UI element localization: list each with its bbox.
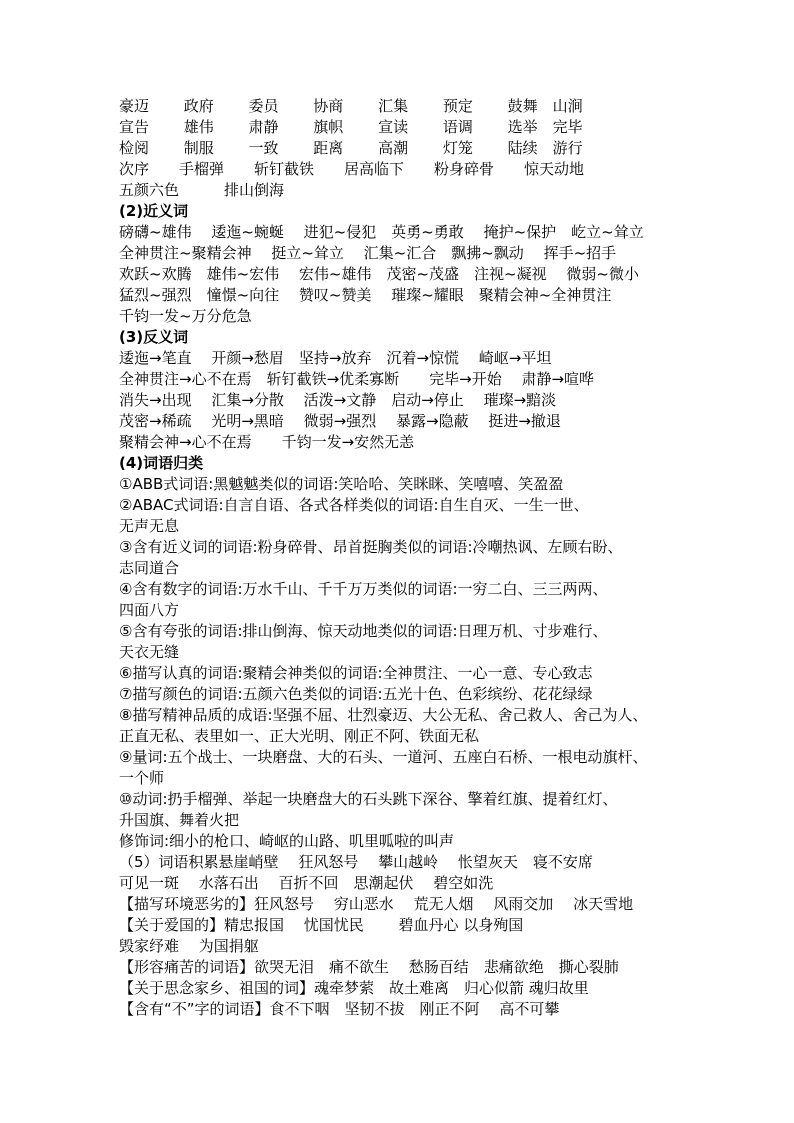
section-heading-synonyms: (2)近义词 (119, 202, 189, 220)
vocab-line: 次序 手榴弹 斩钉截铁 居高临下 粉身碎骨 惊天动地 (119, 160, 585, 178)
synonym-line: 全神贯注~聚精会神 挺立~耸立 汇集~汇合 飘拂~飘动 挥手~招手 (119, 244, 617, 262)
classification-line: 无声无息 (119, 517, 180, 535)
classification-line: ⑤含有夸张的词语:排山倒海、惊天动地类似的词语:日理万机、寸步难行、 (119, 622, 608, 640)
classification-line: 四面八方 (119, 601, 180, 619)
classification-line: ⑨量词:五个战士、一块磨盘、大的石头、一道河、五座白石桥、一根电动旗杆、 (119, 748, 648, 766)
antonym-line: 消失→出现 汇集→分散 活泼→文静 启动→停止 璀璨→黯淡 (119, 391, 557, 409)
accumulation-line: 【描写环境恶劣的】狂风怒号 穷山恶水 荒无人烟 风雨交加 冰天雪地 (119, 895, 634, 913)
classification-line: 一个师 (119, 769, 165, 787)
antonym-line: 聚精会神→心不在焉 千钧一发→安然无恙 (119, 433, 415, 451)
vocab-line: 五颜六色 排山倒海 (119, 181, 285, 199)
classification-line: ⑥描写认真的词语:聚精会神类似的词语:全神贯注、一心一意、专心致志 (119, 664, 593, 682)
vocab-line: 检阅 制服 一致 距离 高潮 灯笼 陆续 游行 (119, 139, 583, 157)
classification-line: ④含有数字的词语:万水千山、千千万万类似的词语:一穷二白、三三两两、 (119, 580, 608, 598)
accumulation-line: （5）词语积累悬崖峭壁 狂风怒号 攀山越岭 怅望灰天 寝不安席 (119, 853, 593, 871)
synonym-line: 千钧一发~万分危急 (119, 307, 252, 325)
classification-line: 天衣无缝 (119, 643, 180, 661)
synonym-line: 欢跃~欢腾 雄伟~宏伟 宏伟~雄伟 茂密~茂盛 注视~凝视 微弱~微小 (119, 265, 639, 283)
classification-line: 升国旗、舞着火把 (119, 811, 240, 829)
classification-line: ⑧描写精神品质的成语:坚强不屈、壮烈豪迈、大公无私、舍己救人、舍己为人、 (119, 706, 648, 724)
accumulation-line: 【含有“不”字的词语】食不下咽 坚韧不拔 刚正不阿 高不可攀 (119, 1000, 560, 1018)
vocab-line: 宣告 雄伟 肃静 旗帜 宣读 语调 选举 完毕 (119, 118, 583, 136)
accumulation-line: 【关于爱国的】精忠报国 忧国忧民 碧血丹心 以身殉国 (119, 916, 524, 934)
accumulation-line: 【关于思念家乡、祖国的词】魂牵梦萦 故土难离 归心似箭 魂归故里 (119, 979, 589, 997)
synonym-line: 猛烈~强烈 憧憬~向往 赞叹~赞美 璀璨~耀眼 聚精会神~全神贯注 (119, 286, 612, 304)
section-heading-classification: (4)词语归类 (119, 454, 204, 472)
classification-line: ①ABB式词语:黑魆魆类似的词语:笑哈哈、笑眯眯、笑嘻嘻、笑盈盈 (119, 475, 564, 493)
synonym-line: 磅礴~雄伟 逶迤~蜿蜒 进犯~侵犯 英勇~勇敢 掩护~保护 屹立~耸立 (119, 223, 644, 241)
classification-line: 正直无私、表里如一、正大光明、刚正不阿、铁面无私 (119, 727, 480, 745)
classification-line: ③含有近义词的词语:粉身碎骨、昂首挺胸类似的词语:冷嘲热讽、左顾右盼、 (119, 538, 623, 556)
antonym-line: 全神贯注→心不在焉 斩钉截铁→优柔寡断 完毕→开始 肃静→喧哗 (119, 370, 595, 388)
vocab-line: 豪迈 政府 委员 协商 汇集 预定 鼓舞 山涧 (119, 97, 583, 115)
accumulation-line: 【形容痛苦的词语】欲哭无泪 痛不欲生 愁肠百结 悲痛欲绝 撕心裂肺 (119, 958, 619, 976)
accumulation-line: 毁家纾难 为国捐躯 (119, 937, 259, 955)
classification-line: 志同道合 (119, 559, 180, 577)
antonym-line: 逶迤→笔直 开颜→愁眉 坚持→放弃 沉着→惊慌 崎岖→平坦 (119, 349, 552, 367)
accumulation-line: 可见一斑 水落石出 百折不回 思潮起伏 碧空如洗 (119, 874, 494, 892)
classification-line: 修饰词:细小的枪口、崎岖的山路、叽里呱啦的叫声 (119, 832, 455, 850)
classification-line: ⑦描写颜色的词语:五颜六色类似的词语:五光十色、色彩缤纷、花花绿绿 (119, 685, 593, 703)
antonym-line: 茂密→稀疏 光明→黑暗 微弱→强烈 暴露→隐蔽 挺进→撤退 (119, 412, 561, 430)
classification-line: ②ABAC式词语:自言自语、各式各样类似的词语:自生自灭、一生一世、 (119, 496, 589, 514)
classification-line: ⑩动词:扔手榴弹、举起一块磨盘大的石头跳下深谷、擎着红旗、提着红灯、 (119, 790, 618, 808)
section-heading-antonyms: (3)反义词 (119, 328, 189, 346)
